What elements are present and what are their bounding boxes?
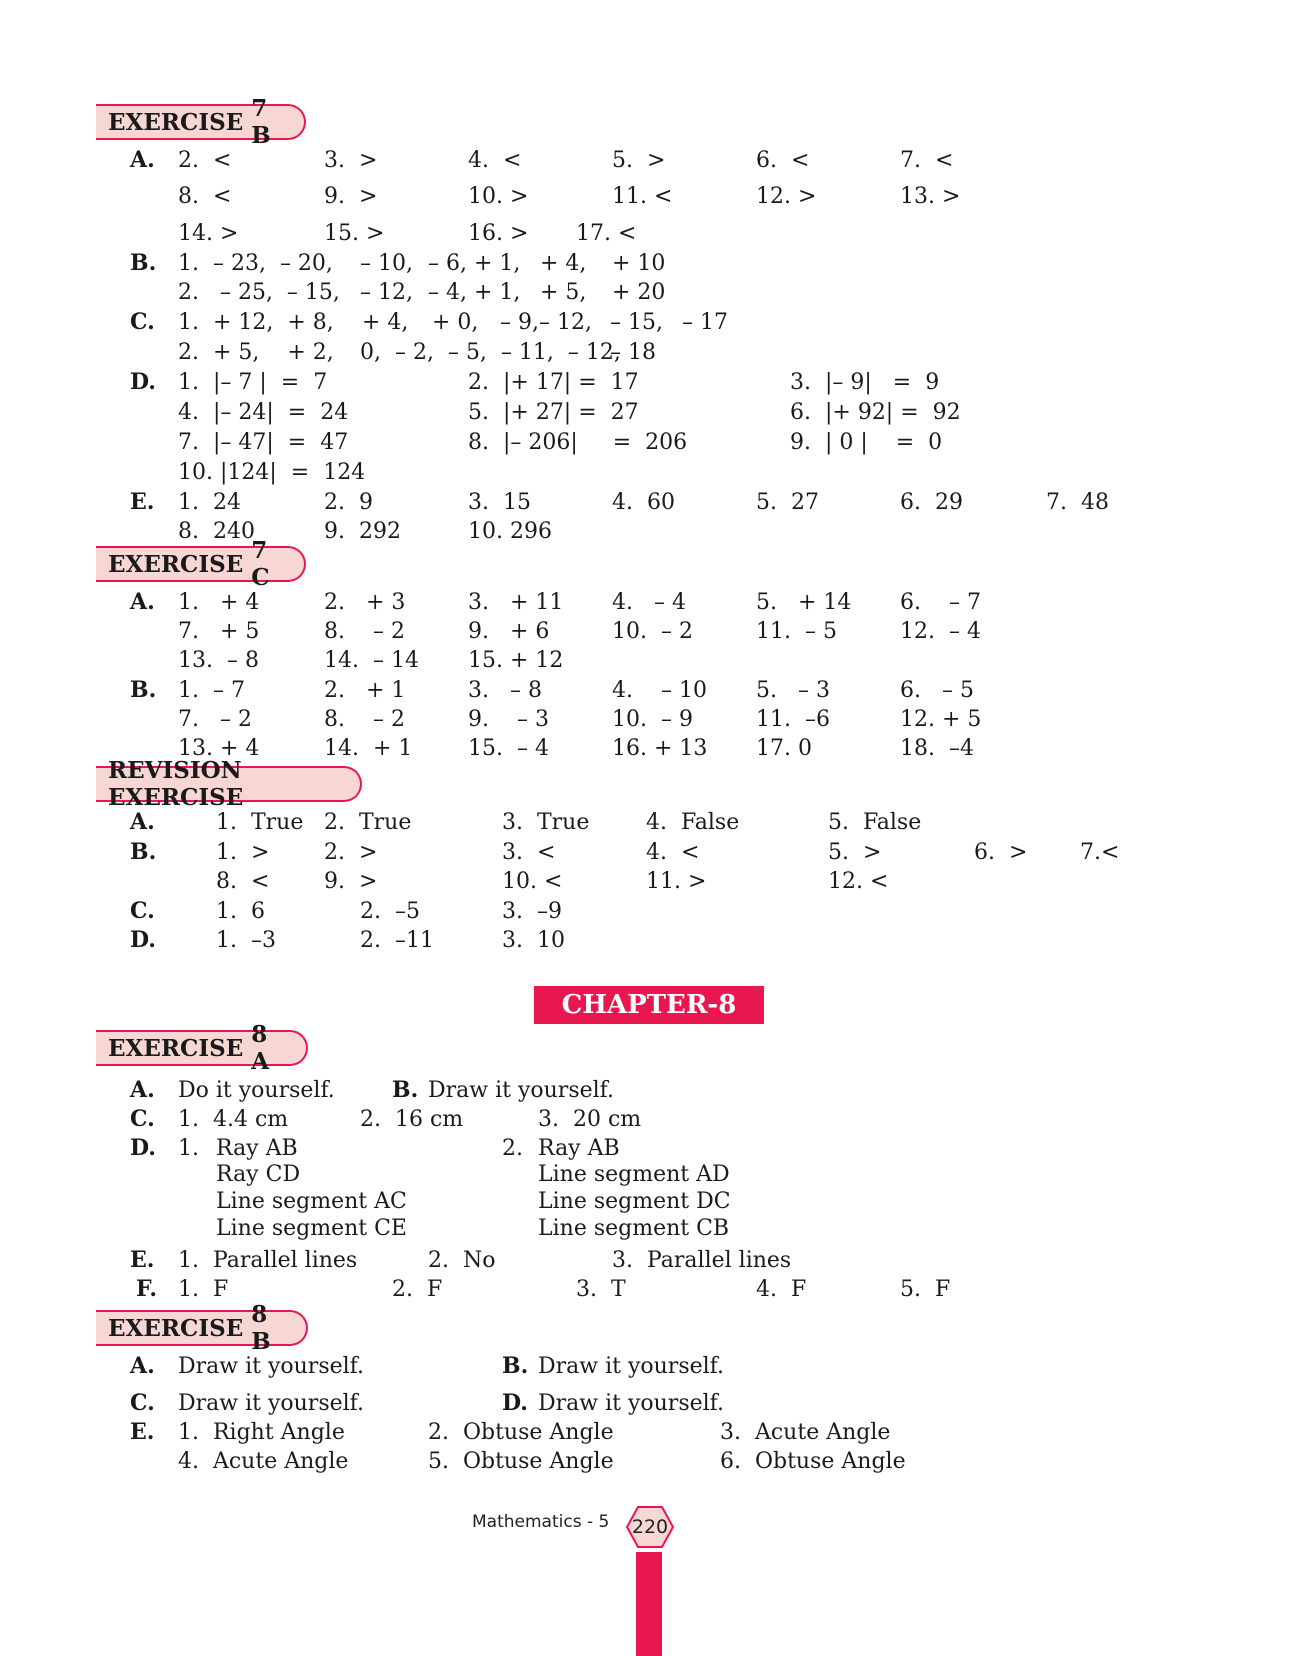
answer: 10. > <box>468 184 529 209</box>
answer: 3. 20 cm <box>538 1107 642 1132</box>
answer: 5. F <box>900 1277 951 1302</box>
revision-a-row <box>0 808 1296 837</box>
answer-number: 2. <box>502 1136 523 1161</box>
answer: 11. > <box>646 869 707 894</box>
section-label: D. <box>130 1135 156 1161</box>
answer: 1. – 23, – 20, <box>178 251 333 276</box>
answer: 3. –9 <box>502 899 562 924</box>
answer: 3. + 11 <box>468 590 564 615</box>
ex7c-a-row-2 <box>0 617 1296 646</box>
answer: 5. > <box>612 148 666 173</box>
answer: Line segment CB <box>538 1216 730 1241</box>
answer: – 9,– 12, <box>500 310 592 335</box>
section-label: A. <box>130 1077 155 1103</box>
answer: 2. F <box>392 1277 443 1302</box>
answer: 8. 240 <box>178 519 255 544</box>
answer: Line segment DC <box>538 1189 731 1214</box>
exercise-7b-title: EXERCISE <box>108 108 244 136</box>
page-number: 220 <box>631 1516 669 1538</box>
ex7b-c-row-2 <box>0 338 1296 367</box>
answer: 5. > <box>828 840 882 865</box>
answer: 9. | 0 | = 0 <box>790 430 943 455</box>
ex7b-c-row-1 <box>0 308 1296 337</box>
answer: 13. > <box>900 184 961 209</box>
answer: – 10, <box>360 251 413 276</box>
ex7b-d-row-2 <box>0 398 1296 427</box>
ex8b-e-row-2 <box>0 1447 1296 1476</box>
answer: 9. 292 <box>324 519 401 544</box>
section-label: B. <box>130 250 157 276</box>
ex7b-a-row-2 <box>0 182 1296 211</box>
answer: 16. + 13 <box>612 736 708 761</box>
section-label: A. <box>130 147 155 173</box>
answer: + 0, <box>432 310 479 335</box>
answer: 2. No <box>428 1248 496 1273</box>
answer: 9. + 6 <box>468 619 550 644</box>
answer: 13. + 4 <box>178 736 260 761</box>
section-label: D. <box>130 369 156 395</box>
ex8b-e-row-1 <box>0 1418 1296 1447</box>
answer: Draw it yourself. <box>428 1078 615 1103</box>
section-label: B. <box>130 677 157 703</box>
revision-exercise-header <box>96 757 362 811</box>
section-label: E. <box>130 1247 155 1273</box>
answer: 1. Parallel lines <box>178 1248 358 1273</box>
answer: 4. – 4 <box>612 590 686 615</box>
answer: 6. – 7 <box>900 590 981 615</box>
answer: + 4, <box>362 310 409 335</box>
answer: 6. > <box>974 840 1028 865</box>
answer: 10. – 2 <box>612 619 693 644</box>
answer: 3. True <box>502 810 590 835</box>
exercise-8b-number: 8 B <box>251 1301 271 1355</box>
ex8a-d-row-3 <box>0 1187 1296 1216</box>
answer: 11. – 5 <box>756 619 837 644</box>
answer: 4. < <box>646 840 700 865</box>
answer: 9. > <box>324 869 378 894</box>
answer: 1. > <box>216 840 270 865</box>
answer: 2. 16 cm <box>360 1107 464 1132</box>
answer: 1. + 4 <box>178 590 260 615</box>
answer: + 5, <box>540 280 587 305</box>
exercise-7b-header <box>96 95 306 149</box>
answer: 7. – 2 <box>178 707 252 732</box>
answer: 3. T <box>576 1277 626 1302</box>
answer: 8. – 2 <box>324 707 405 732</box>
answer: Line segment CE <box>216 1216 407 1241</box>
answer: 8. |– 206| = 206 <box>468 430 688 455</box>
section-label: A. <box>130 589 155 615</box>
exercise-8a-header <box>96 1021 308 1075</box>
footer-accent-bar <box>636 1552 662 1656</box>
section-label: B. <box>502 1353 529 1379</box>
answer: 3. < <box>502 840 556 865</box>
book-title: Mathematics - 5 <box>472 1512 610 1532</box>
answer: 6. < <box>756 148 810 173</box>
answer: 3. Parallel lines <box>612 1248 792 1273</box>
answer: 5. – 3 <box>756 678 830 703</box>
exercise-8b-header <box>96 1301 308 1355</box>
answer: 2. + 5, + 2, <box>178 340 334 365</box>
section-label: D. <box>502 1390 528 1416</box>
answer: 2. True <box>324 810 412 835</box>
answer: 14. + 1 <box>324 736 413 761</box>
answer: 6. 29 <box>900 490 963 515</box>
answer: Draw it yourself. <box>178 1354 365 1379</box>
answer-number: 1. <box>178 1136 199 1161</box>
answer: 1. Right Angle <box>178 1420 345 1445</box>
exercise-8b-title: EXERCISE <box>108 1314 244 1342</box>
section-label: C. <box>130 1390 155 1416</box>
exercise-7b-number: 7 B <box>251 95 271 149</box>
answer: 11. < <box>612 184 673 209</box>
answer: 11. –6 <box>756 707 830 732</box>
ex8b-ab-row <box>0 1352 1296 1381</box>
answer: 1. True <box>216 810 304 835</box>
answer: Ray AB <box>538 1136 620 1161</box>
answer: Line segment AC <box>216 1189 407 1214</box>
exercise-8a-title: EXERCISE <box>108 1034 244 1062</box>
answer: 7. + 5 <box>178 619 260 644</box>
answer: 1. F <box>178 1277 229 1302</box>
answer: 1. + 12, + 8, <box>178 310 334 335</box>
answer: 6. – 5 <box>900 678 974 703</box>
section-label: C. <box>130 898 155 924</box>
ex7b-a-row-1 <box>0 146 1296 175</box>
answer: 0, – 2, – 5, – 11, – 12, <box>360 340 621 365</box>
answer: 5. |+ 27| = 27 <box>468 400 639 425</box>
answer: Draw it yourself. <box>178 1391 365 1416</box>
answer: 2. 9 <box>324 490 373 515</box>
section-label: F. <box>136 1276 158 1302</box>
answer: 14. > <box>178 221 239 246</box>
revision-b-row-1 <box>0 838 1296 867</box>
ex8a-c-row <box>0 1105 1296 1134</box>
answer: 15. + 12 <box>468 648 564 673</box>
answer: Do it yourself. <box>178 1078 335 1103</box>
answer: 1. 6 <box>216 899 265 924</box>
revision-exercise-title: REVISION EXERCISE <box>108 757 244 811</box>
ex7b-d-row-3 <box>0 428 1296 457</box>
answer: Draw it yourself. <box>538 1391 725 1416</box>
revision-c-row <box>0 897 1296 926</box>
answer: 7. < <box>900 148 954 173</box>
answer: 2. < <box>178 148 232 173</box>
answer: 18. –4 <box>900 736 974 761</box>
answer: 5. Obtuse Angle <box>428 1449 614 1474</box>
answer: – 4, + 1, <box>428 280 521 305</box>
ex7b-d-row-4 <box>0 458 1296 487</box>
section-label: C. <box>130 309 155 335</box>
ex7c-b-row-1 <box>0 676 1296 705</box>
answer: 1. – 7 <box>178 678 245 703</box>
answer: 4. < <box>468 148 522 173</box>
answer: 2. – 25, – 15, <box>178 280 340 305</box>
ex8a-d-row-1 <box>0 1134 1296 1163</box>
section-label: E. <box>130 1419 155 1445</box>
exercise-7c-header <box>96 537 306 591</box>
answer: 16. > <box>468 221 529 246</box>
answer: 9. – 3 <box>468 707 549 732</box>
answer: 7.< <box>1080 840 1120 865</box>
section-label: C. <box>130 1106 155 1132</box>
ex7c-a-row-1 <box>0 588 1296 617</box>
ex7b-b-row-1 <box>0 249 1296 278</box>
ex7b-e-row-2 <box>0 517 1296 546</box>
ex8a-d-row-2 <box>0 1160 1296 1189</box>
answer: 7. 48 <box>1046 490 1109 515</box>
ex8b-cd-row <box>0 1389 1296 1418</box>
answer: 4. F <box>756 1277 807 1302</box>
answer: Ray CD <box>216 1162 301 1187</box>
answer: 12. – 4 <box>900 619 981 644</box>
answer: 13. – 8 <box>178 648 259 673</box>
ex7b-b-row-2 <box>0 278 1296 307</box>
answer: 2. + 1 <box>324 678 406 703</box>
answer: 8. < <box>216 869 270 894</box>
section-label: A. <box>130 809 155 835</box>
answer: + 4, <box>540 251 587 276</box>
answer: 3. > <box>324 148 378 173</box>
ex8a-d-row-4 <box>0 1214 1296 1243</box>
answer: 10. 296 <box>468 519 552 544</box>
answer: 4. Acute Angle <box>178 1449 349 1474</box>
ex7c-b-row-2 <box>0 705 1296 734</box>
answer: – 18 <box>610 340 656 365</box>
answer: 12. + 5 <box>900 707 982 732</box>
answer: 2. > <box>324 840 378 865</box>
answer: 9. > <box>324 184 378 209</box>
answer: 17. 0 <box>756 736 812 761</box>
section-label: E. <box>130 489 155 515</box>
section-label: B. <box>392 1077 419 1103</box>
answer: 3. – 8 <box>468 678 542 703</box>
answer: + 20 <box>612 280 666 305</box>
answer: 4. |– 24| = 24 <box>178 400 349 425</box>
answer: 2. –11 <box>360 928 434 953</box>
answer: 8. < <box>178 184 232 209</box>
answer: 5. 27 <box>756 490 819 515</box>
answer: 10. < <box>502 869 563 894</box>
answer: 6. Obtuse Angle <box>720 1449 906 1474</box>
answer: 10. – 9 <box>612 707 693 732</box>
answer: 3. Acute Angle <box>720 1420 891 1445</box>
answer: 1. –3 <box>216 928 276 953</box>
answer: 3. 10 <box>502 928 565 953</box>
ex7b-d-row-1 <box>0 368 1296 397</box>
chapter-heading: CHAPTER-8 <box>534 986 764 1024</box>
answer: 8. – 2 <box>324 619 405 644</box>
exercise-7c-number: 7 C <box>251 537 270 591</box>
exercise-7c-title: EXERCISE <box>108 550 244 578</box>
answer: 4. – 10 <box>612 678 707 703</box>
answer: 1. 24 <box>178 490 241 515</box>
answer: Draw it yourself. <box>538 1354 725 1379</box>
section-label: D. <box>130 927 156 953</box>
revision-b-row-2 <box>0 867 1296 896</box>
answer: 10. |124| = 124 <box>178 460 366 485</box>
answer: – 12, <box>360 280 413 305</box>
answer: 15. – 4 <box>468 736 549 761</box>
answer: 3. 15 <box>468 490 531 515</box>
section-label: A. <box>130 1353 155 1379</box>
answer: + 10 <box>612 251 666 276</box>
answer: 4. 60 <box>612 490 675 515</box>
answer: 15. > <box>324 221 385 246</box>
ex7b-e-row-1 <box>0 488 1296 517</box>
answer: 1. |– 7 | = 7 <box>178 370 328 395</box>
answer: – 15, <box>610 310 663 335</box>
ex8a-f-row <box>0 1275 1296 1304</box>
answer: 6. |+ 92| = 92 <box>790 400 961 425</box>
answer: 5. + 14 <box>756 590 852 615</box>
answer: 12. > <box>756 184 817 209</box>
answer: – 17 <box>682 310 728 335</box>
answer: 1. 4.4 cm <box>178 1107 289 1132</box>
answer: 5. False <box>828 810 922 835</box>
answer: – 6, + 1, <box>428 251 521 276</box>
answer: 2. Obtuse Angle <box>428 1420 614 1445</box>
answer: 17. < <box>576 221 637 246</box>
answer: 12. < <box>828 869 889 894</box>
answer: 3. |– 9| = 9 <box>790 370 940 395</box>
answer: Line segment AD <box>538 1162 730 1187</box>
answer: Ray AB <box>216 1136 298 1161</box>
answer: 7. |– 47| = 47 <box>178 430 349 455</box>
answer: 4. False <box>646 810 740 835</box>
answer: 2. + 3 <box>324 590 406 615</box>
answer: 14. – 14 <box>324 648 419 673</box>
section-label: B. <box>130 839 157 865</box>
ex8a-ab-row <box>0 1076 1296 1105</box>
answer: 2. |+ 17| = 17 <box>468 370 639 395</box>
ex7b-a-row-3 <box>0 219 1296 248</box>
ex7c-a-row-3 <box>0 646 1296 675</box>
ex8a-e-row <box>0 1246 1296 1275</box>
answer: 2. –5 <box>360 899 420 924</box>
revision-d-row <box>0 926 1296 955</box>
exercise-8a-number: 8 A <box>251 1021 270 1075</box>
